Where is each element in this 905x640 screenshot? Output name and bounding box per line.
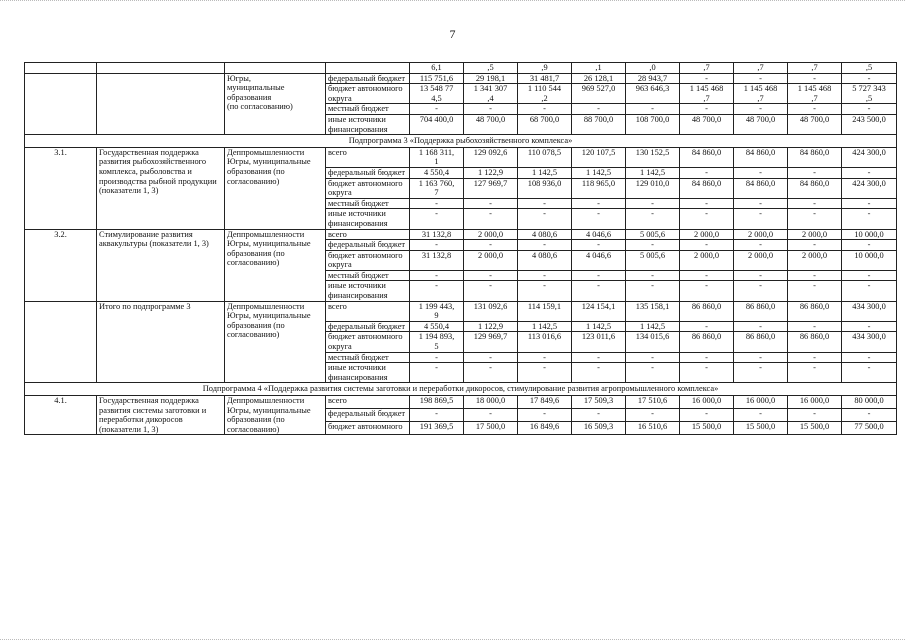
value-cell: - xyxy=(464,409,518,422)
scan-edge-bottom xyxy=(0,635,905,640)
value-cell: 28 943,7 xyxy=(626,73,680,84)
value-cell: - xyxy=(410,281,464,301)
value-cell: - xyxy=(572,281,626,301)
value-cell: 243 500,0 xyxy=(842,114,897,134)
value-cell: 4 046,6 xyxy=(572,250,626,270)
value-cell: - xyxy=(734,240,788,251)
value-cell: 5 005,6 xyxy=(626,229,680,240)
table-row xyxy=(25,396,897,409)
value-cell: 4 080,6 xyxy=(518,229,572,240)
subprogram-row xyxy=(25,135,897,148)
value-cell: 1 142,5 xyxy=(626,167,680,178)
value-cell: - xyxy=(464,198,518,209)
value-cell: 10 000,0 xyxy=(842,229,897,240)
value-cell: - xyxy=(842,198,897,209)
value-cell: 1 341 307 ,4 xyxy=(464,84,518,104)
value-cell: ,7 xyxy=(788,63,842,74)
value-cell: - xyxy=(572,270,626,281)
value-cell: 1 142,5 xyxy=(572,321,626,332)
value-cell: 88 700,0 xyxy=(572,114,626,134)
table-row xyxy=(25,147,897,167)
value-cell: 135 158,1 xyxy=(626,301,680,321)
value-cell: - xyxy=(734,270,788,281)
value-cell: 86 860,0 xyxy=(734,301,788,321)
funding-source: бюджет автономного округа xyxy=(326,250,410,270)
value-cell: 1 122,9 xyxy=(464,167,518,178)
value-cell: - xyxy=(680,321,734,332)
funding-table-body xyxy=(25,63,897,435)
funding-source: федеральный бюджет xyxy=(326,321,410,332)
value-cell: - xyxy=(734,198,788,209)
funding-source: бюджет автономного округа xyxy=(326,332,410,352)
value-cell: - xyxy=(464,352,518,363)
value-cell: 31 132,8 xyxy=(410,250,464,270)
value-cell: 118 965,0 xyxy=(572,178,626,198)
responsible-executor: Деппромышленности Югры, муниципальные образования (по согласованию) xyxy=(225,229,326,301)
value-cell: - xyxy=(842,240,897,251)
funding-source: федеральный бюджет xyxy=(326,240,410,251)
table-row xyxy=(25,301,897,321)
value-cell: - xyxy=(572,209,626,229)
funding-source: всего xyxy=(326,229,410,240)
value-cell: 129 010,0 xyxy=(626,178,680,198)
value-cell: - xyxy=(788,321,842,332)
funding-source: всего xyxy=(326,147,410,167)
funding-source: федеральный бюджет xyxy=(326,167,410,178)
value-cell: 115 751,6 xyxy=(410,73,464,84)
value-cell: - xyxy=(626,104,680,115)
value-cell: 6,1 xyxy=(410,63,464,74)
value-cell: 2 000,0 xyxy=(788,250,842,270)
value-cell: 18 000,0 xyxy=(464,396,518,409)
funding-source: всего xyxy=(326,301,410,321)
value-cell: 4 046,6 xyxy=(572,229,626,240)
value-cell: - xyxy=(572,409,626,422)
value-cell: 5 727 343 ,5 xyxy=(842,84,897,104)
value-cell: - xyxy=(518,363,572,383)
value-cell: - xyxy=(410,104,464,115)
responsible-executor: Деппромышленности Югры, муниципальные образования (по согласованию) xyxy=(225,147,326,229)
value-cell: - xyxy=(572,363,626,383)
value-cell: 2 000,0 xyxy=(680,250,734,270)
value-cell: 48 700,0 xyxy=(788,114,842,134)
measure-name: Государственная поддержка развития рыбохозяйственного комплекса, рыболовства и производства рыбной продукции (показатели 1, 3) xyxy=(97,147,225,229)
value-cell: 2 000,0 xyxy=(464,250,518,270)
measure-number xyxy=(25,301,97,383)
value-cell: 131 092,6 xyxy=(464,301,518,321)
value-cell: 16 849,6 xyxy=(518,422,572,435)
value-cell: - xyxy=(842,167,897,178)
value-cell: 4 550,4 xyxy=(410,167,464,178)
value-cell: - xyxy=(788,281,842,301)
value-cell: 123 011,6 xyxy=(572,332,626,352)
value-cell: - xyxy=(680,167,734,178)
value-cell: - xyxy=(410,363,464,383)
value-cell: 424 300,0 xyxy=(842,147,897,167)
value-cell: 1 145 468 ,7 xyxy=(734,84,788,104)
value-cell: 68 700,0 xyxy=(518,114,572,134)
funding-source: федеральный бюджет xyxy=(326,73,410,84)
value-cell: - xyxy=(680,409,734,422)
value-cell: 15 500,0 xyxy=(788,422,842,435)
value-cell: 1 122,9 xyxy=(464,321,518,332)
subprogram-row xyxy=(25,383,897,396)
value-cell: 16 000,0 xyxy=(734,396,788,409)
value-cell: ,7 xyxy=(680,63,734,74)
value-cell: - xyxy=(518,104,572,115)
responsible-executor: Деппромышленности Югры, муниципальные образования (по согласованию) xyxy=(225,301,326,383)
value-cell: 48 700,0 xyxy=(680,114,734,134)
value-cell: - xyxy=(842,104,897,115)
value-cell: 80 000,0 xyxy=(842,396,897,409)
funding-source: бюджет автономного xyxy=(326,422,410,435)
value-cell: 1 145 468 ,7 xyxy=(788,84,842,104)
subprogram-title: Подпрограмма 4 «Поддержка развития системы заготовки и переработки дикоросов, стимулирование развития агропромышленного комплекса» xyxy=(25,383,897,396)
source-cell xyxy=(326,63,410,74)
value-cell: - xyxy=(518,281,572,301)
value-cell: - xyxy=(788,352,842,363)
value-cell: 16 000,0 xyxy=(788,396,842,409)
subprogram-title: Подпрограмма 3 «Поддержка рыбохозяйственного комплекса» xyxy=(25,135,897,148)
value-cell: 108 936,0 xyxy=(518,178,572,198)
value-cell: ,5 xyxy=(842,63,897,74)
measure-name: Стимулирование развития аквакультуры (показатели 1, 3) xyxy=(97,229,225,301)
value-cell: 130 152,5 xyxy=(626,147,680,167)
value-cell: - xyxy=(788,104,842,115)
funding-source: иные источники финансирования xyxy=(326,281,410,301)
value-cell: - xyxy=(410,409,464,422)
responsible-executor: Деппромышленности Югры, муниципальные образования (по согласованию) xyxy=(225,396,326,435)
value-cell: - xyxy=(842,409,897,422)
value-cell: - xyxy=(464,270,518,281)
value-cell: 4 080,6 xyxy=(518,250,572,270)
measure-number xyxy=(25,73,97,135)
value-cell: 1 142,5 xyxy=(518,167,572,178)
value-cell: - xyxy=(842,321,897,332)
measure-name: Итого по подпрограмме 3 xyxy=(97,301,225,383)
funding-source: иные источники финансирования xyxy=(326,209,410,229)
value-cell: - xyxy=(410,240,464,251)
value-cell: - xyxy=(680,198,734,209)
value-cell: 29 198,1 xyxy=(464,73,518,84)
value-cell: - xyxy=(410,198,464,209)
value-cell: 129 969,7 xyxy=(464,332,518,352)
value-cell: 2 000,0 xyxy=(734,229,788,240)
value-cell: 1 199 443, 9 xyxy=(410,301,464,321)
measure-name: Государственная поддержка развития системы заготовки и переработки дикоросов (показатели 1, 3) xyxy=(97,396,225,435)
value-cell: - xyxy=(410,352,464,363)
value-cell: 1 110 544 ,2 xyxy=(518,84,572,104)
value-cell: 86 860,0 xyxy=(788,332,842,352)
value-cell: 124 154,1 xyxy=(572,301,626,321)
value-cell: 48 700,0 xyxy=(464,114,518,134)
measure-number: 4.1. xyxy=(25,396,97,435)
funding-source: бюджет автономного округа xyxy=(326,84,410,104)
value-cell: - xyxy=(464,240,518,251)
num-cell xyxy=(25,63,97,74)
value-cell: 963 646,3 xyxy=(626,84,680,104)
value-cell: - xyxy=(842,363,897,383)
value-cell: - xyxy=(626,352,680,363)
value-cell: 127 969,7 xyxy=(464,178,518,198)
value-cell: - xyxy=(788,270,842,281)
value-cell: 86 860,0 xyxy=(680,301,734,321)
value-cell: 17 510,6 xyxy=(626,396,680,409)
value-cell: 120 107,5 xyxy=(572,147,626,167)
table-row xyxy=(25,63,897,74)
value-cell: - xyxy=(680,363,734,383)
value-cell: 86 860,0 xyxy=(734,332,788,352)
value-cell: - xyxy=(518,209,572,229)
value-cell: 5 005,6 xyxy=(626,250,680,270)
funding-source: всего xyxy=(326,396,410,409)
value-cell: - xyxy=(734,73,788,84)
name-cell xyxy=(97,63,225,74)
value-cell: - xyxy=(518,352,572,363)
value-cell: ,9 xyxy=(518,63,572,74)
value-cell: 1 168 311, 1 xyxy=(410,147,464,167)
value-cell: 1 163 760, 7 xyxy=(410,178,464,198)
value-cell: 969 527,0 xyxy=(572,84,626,104)
value-cell: - xyxy=(572,104,626,115)
value-cell: - xyxy=(680,240,734,251)
value-cell: 1 142,5 xyxy=(518,321,572,332)
value-cell: - xyxy=(518,409,572,422)
value-cell: ,7 xyxy=(734,63,788,74)
value-cell: - xyxy=(734,352,788,363)
value-cell: 86 860,0 xyxy=(680,332,734,352)
value-cell: 16 509,3 xyxy=(572,422,626,435)
page-number: 7 xyxy=(449,27,456,41)
value-cell: - xyxy=(842,281,897,301)
measure-number: 3.2. xyxy=(25,229,97,301)
funding-source: бюджет автономного округа xyxy=(326,178,410,198)
value-cell: ,5 xyxy=(464,63,518,74)
value-cell: - xyxy=(464,363,518,383)
value-cell: - xyxy=(626,409,680,422)
value-cell: - xyxy=(572,198,626,209)
value-cell: 424 300,0 xyxy=(842,178,897,198)
value-cell: 15 500,0 xyxy=(680,422,734,435)
value-cell: - xyxy=(734,409,788,422)
funding-source: иные источники финансирования xyxy=(326,363,410,383)
value-cell: - xyxy=(734,104,788,115)
funding-source: местный бюджет xyxy=(326,270,410,281)
value-cell: 129 092,6 xyxy=(464,147,518,167)
value-cell: 48 700,0 xyxy=(734,114,788,134)
table-row xyxy=(25,229,897,240)
executor-cell xyxy=(225,63,326,74)
value-cell: 134 015,6 xyxy=(626,332,680,352)
value-cell: 434 300,0 xyxy=(842,301,897,321)
value-cell: - xyxy=(842,209,897,229)
value-cell: - xyxy=(788,363,842,383)
value-cell: 17 509,3 xyxy=(572,396,626,409)
value-cell: - xyxy=(680,270,734,281)
value-cell: - xyxy=(626,240,680,251)
scan-edge-top xyxy=(0,0,905,5)
value-cell: - xyxy=(464,209,518,229)
value-cell: 26 128,1 xyxy=(572,73,626,84)
value-cell: 1 145 468 ,7 xyxy=(680,84,734,104)
value-cell: 77 500,0 xyxy=(842,422,897,435)
value-cell: 16 510,6 xyxy=(626,422,680,435)
value-cell: 110 078,5 xyxy=(518,147,572,167)
value-cell: ,0 xyxy=(626,63,680,74)
measure-number: 3.1. xyxy=(25,147,97,229)
value-cell: 84 860,0 xyxy=(734,147,788,167)
value-cell: - xyxy=(680,73,734,84)
value-cell: 10 000,0 xyxy=(842,250,897,270)
value-cell: - xyxy=(734,321,788,332)
value-cell: 4 550,4 xyxy=(410,321,464,332)
value-cell: ,1 xyxy=(572,63,626,74)
value-cell: - xyxy=(788,198,842,209)
value-cell: 84 860,0 xyxy=(734,178,788,198)
value-cell: - xyxy=(410,209,464,229)
value-cell: - xyxy=(464,104,518,115)
value-cell: - xyxy=(734,363,788,383)
value-cell: 17 500,0 xyxy=(464,422,518,435)
value-cell: - xyxy=(788,240,842,251)
value-cell: - xyxy=(842,352,897,363)
value-cell: - xyxy=(518,198,572,209)
funding-source: местный бюджет xyxy=(326,104,410,115)
funding-table xyxy=(24,62,897,435)
value-cell: - xyxy=(842,270,897,281)
value-cell: - xyxy=(626,209,680,229)
value-cell: 1 142,5 xyxy=(572,167,626,178)
value-cell: - xyxy=(734,209,788,229)
value-cell: 84 860,0 xyxy=(788,147,842,167)
table-row xyxy=(25,73,897,84)
value-cell: 16 000,0 xyxy=(680,396,734,409)
value-cell: 1 142,5 xyxy=(626,321,680,332)
value-cell: 17 849,6 xyxy=(518,396,572,409)
value-cell: 704 400,0 xyxy=(410,114,464,134)
value-cell: - xyxy=(842,73,897,84)
value-cell: - xyxy=(734,167,788,178)
value-cell: 2 000,0 xyxy=(680,229,734,240)
value-cell: 84 860,0 xyxy=(788,178,842,198)
value-cell: - xyxy=(788,209,842,229)
value-cell: 31 481,7 xyxy=(518,73,572,84)
value-cell: - xyxy=(788,167,842,178)
value-cell: - xyxy=(788,73,842,84)
value-cell: - xyxy=(680,281,734,301)
value-cell: 2 000,0 xyxy=(734,250,788,270)
value-cell: 15 500,0 xyxy=(734,422,788,435)
funding-source: иные источники финансирования xyxy=(326,114,410,134)
value-cell: 1 194 893, 5 xyxy=(410,332,464,352)
value-cell: - xyxy=(572,240,626,251)
value-cell: - xyxy=(734,281,788,301)
responsible-executor: Югры, муниципальные образования (по согласованию) xyxy=(225,73,326,135)
value-cell: 113 016,6 xyxy=(518,332,572,352)
value-cell: - xyxy=(626,270,680,281)
value-cell: - xyxy=(572,352,626,363)
value-cell: 114 159,1 xyxy=(518,301,572,321)
value-cell: 31 132,8 xyxy=(410,229,464,240)
value-cell: - xyxy=(518,270,572,281)
value-cell: 434 300,0 xyxy=(842,332,897,352)
value-cell: - xyxy=(626,363,680,383)
value-cell: - xyxy=(518,240,572,251)
value-cell: - xyxy=(410,270,464,281)
measure-name xyxy=(97,73,225,135)
value-cell: - xyxy=(626,281,680,301)
value-cell: - xyxy=(680,104,734,115)
value-cell: 108 700,0 xyxy=(626,114,680,134)
value-cell: 84 860,0 xyxy=(680,147,734,167)
value-cell: 2 000,0 xyxy=(464,229,518,240)
funding-source: местный бюджет xyxy=(326,198,410,209)
value-cell: 13 548 77 4,5 xyxy=(410,84,464,104)
value-cell: - xyxy=(680,352,734,363)
funding-source: федеральный бюджет xyxy=(326,409,410,422)
funding-source: местный бюджет xyxy=(326,352,410,363)
value-cell: - xyxy=(788,409,842,422)
value-cell: - xyxy=(464,281,518,301)
value-cell: 2 000,0 xyxy=(788,229,842,240)
value-cell: - xyxy=(680,209,734,229)
value-cell: 198 869,5 xyxy=(410,396,464,409)
value-cell: 191 369,5 xyxy=(410,422,464,435)
value-cell: - xyxy=(626,198,680,209)
value-cell: 86 860,0 xyxy=(788,301,842,321)
value-cell: 84 860,0 xyxy=(680,178,734,198)
